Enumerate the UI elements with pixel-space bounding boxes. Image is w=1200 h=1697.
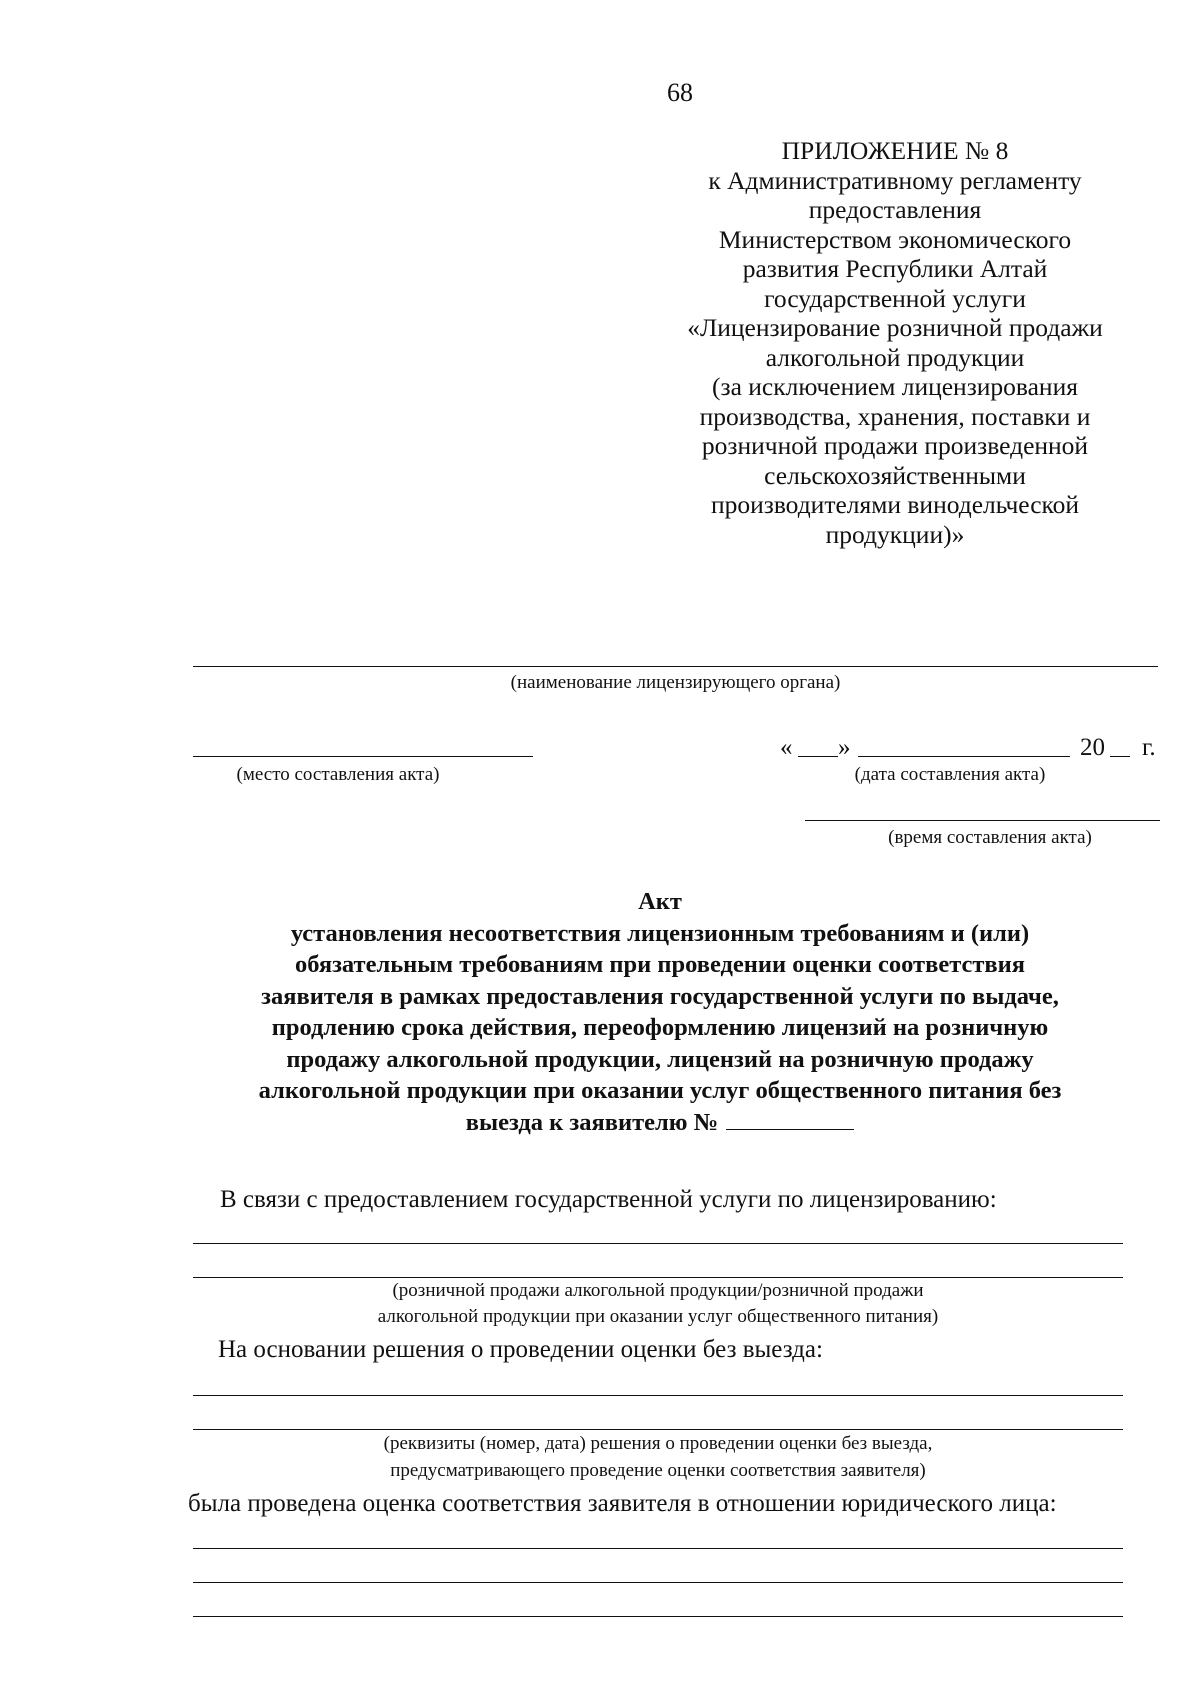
licensing-body-caption: (наименование лицензирующего органа)	[510, 672, 841, 693]
appendix-block	[640, 136, 1150, 549]
licensing-body-line[interactable]	[193, 666, 1158, 667]
date-day-line[interactable]	[798, 756, 838, 757]
date-close-quote: »	[838, 734, 851, 761]
service-line-2[interactable]	[193, 1277, 1123, 1278]
act-title-line: алкогольной продукции при оказании услуг общественного питания без	[258, 1077, 1062, 1104]
place-line[interactable]	[193, 756, 533, 757]
service-intro: В связи с предоставлением государственной услуги по лицензированию:	[220, 1186, 997, 1213]
decision-intro: На основании решения о проведении оценки без выезда:	[218, 1336, 823, 1363]
assessment-line-3[interactable]	[193, 1616, 1123, 1617]
appendix-line: «Лицензирование розничной продажи	[687, 313, 1103, 342]
act-title-line: продажу алкогольной продукции, лицензий на розничную продажу	[286, 1045, 1034, 1073]
date-year-suffix: г.	[1142, 734, 1156, 761]
service-line-1[interactable]	[193, 1243, 1123, 1244]
act-title-line: заявителя в рамках предоставления государственной услуги по выдаче,	[261, 982, 1059, 1010]
appendix-line: розничной продажи произведенной	[701, 431, 1089, 460]
appendix-line: производства, хранения, поставки и	[699, 401, 1091, 431]
act-title	[200, 886, 1120, 1138]
time-caption: (время составления акта)	[888, 827, 1092, 848]
act-title-line: продлению срока действия, переоформлению лицензий на розничную	[271, 1014, 1049, 1041]
appendix-line: ПРИЛОЖЕНИЕ № 8	[781, 136, 1009, 165]
decision-caption-1: (реквизиты (номер, дата) решения о проведении оценки без выезда,	[383, 1433, 933, 1454]
act-title-last-line	[200, 1107, 1120, 1139]
page-number: 68	[667, 78, 693, 107]
date-open-quote: «	[780, 734, 793, 761]
assessment-line-2[interactable]	[193, 1582, 1123, 1583]
date-caption: (дата составления акта)	[854, 764, 1046, 785]
act-title-line: установления несоответствия лицензионным требованиям и (или)	[290, 919, 1030, 947]
date-year-line[interactable]	[1110, 756, 1130, 757]
decision-line-2[interactable]	[193, 1429, 1123, 1430]
act-number-field[interactable]	[726, 1107, 854, 1130]
appendix-line: сельскохозяйственными	[764, 460, 1026, 490]
time-line[interactable]	[805, 820, 1160, 821]
appendix-line: производителями винодельческой	[710, 490, 1080, 519]
service-caption-2: алкогольной продукции при оказании услуг общественного питания)	[377, 1306, 939, 1327]
assessment-line-1[interactable]	[193, 1548, 1123, 1549]
service-caption-1: (розничной продажи алкогольной продукции/розничной продажи	[392, 1280, 924, 1301]
act-title-line: обязательным требованиям при проведении оценки соответствия	[294, 951, 1026, 978]
act-number-label: выезда к заявителю №	[465, 1108, 719, 1136]
place-caption: (место составления акта)	[236, 764, 440, 785]
appendix-line: продукции)»	[825, 519, 965, 549]
appendix-line: Министерством экономического	[718, 224, 1072, 254]
appendix-line: предоставления	[808, 195, 982, 224]
decision-caption-2: предусматривающего проведение оценки соответствия заявителя)	[390, 1460, 926, 1481]
appendix-line: государственной услуги	[764, 283, 1026, 313]
appendix-line: (за исключением лицензирования	[712, 372, 1078, 401]
appendix-line: алкогольной продукции	[765, 342, 1025, 372]
appendix-line: развития Республики Алтай	[742, 254, 1048, 283]
date-month-line[interactable]	[858, 756, 1070, 757]
date-year-prefix: 20	[1080, 734, 1105, 761]
appendix-line: к Административному регламенту	[708, 165, 1082, 195]
assessment-intro: была проведена оценка соответствия заявителя в отношении юридического лица:	[188, 1490, 1057, 1517]
decision-line-1[interactable]	[193, 1395, 1123, 1396]
act-heading: Акт	[638, 888, 682, 915]
